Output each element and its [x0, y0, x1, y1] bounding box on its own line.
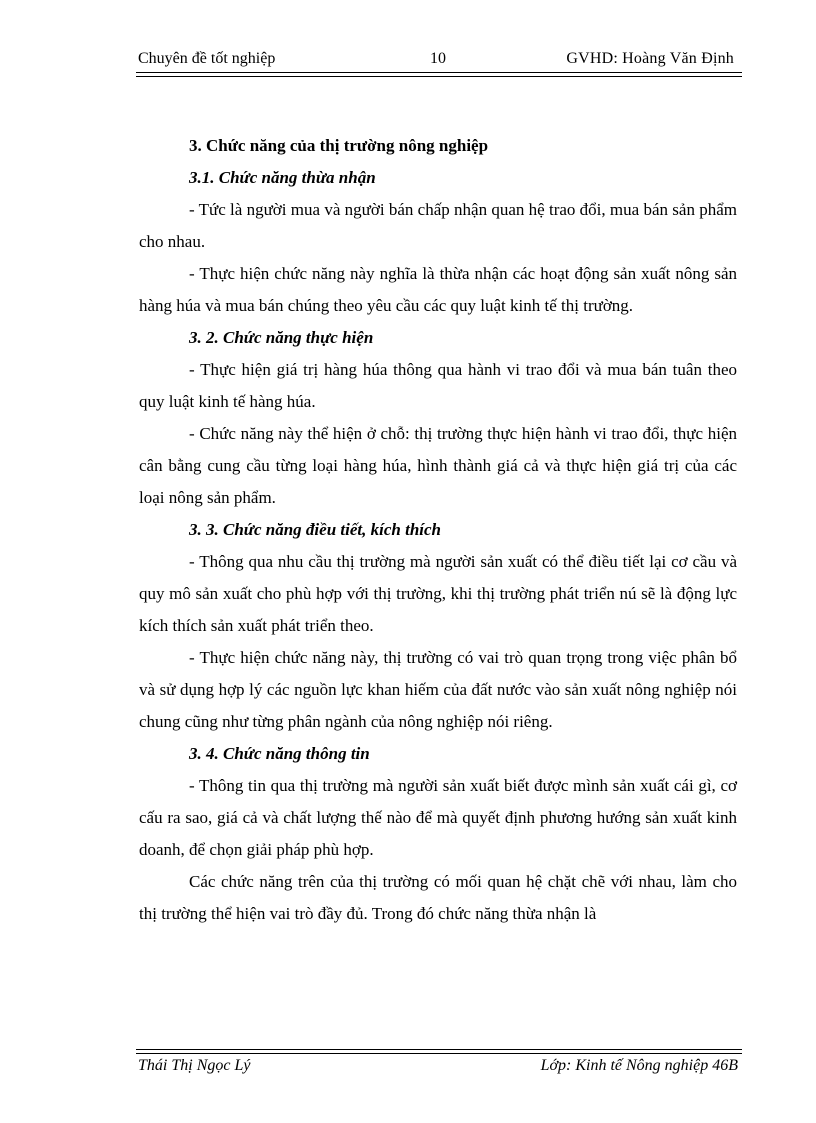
subsection-title-4: 3. 4. Chức năng thông tin: [189, 744, 370, 763]
subsection-title-1: 3.1. Chức năng thừa nhận: [189, 168, 376, 187]
header-supervisor: GVHD: Hoàng Văn Định: [566, 50, 734, 67]
footer-class: Lớp: Kinh tế Nông nghiệp 46B: [540, 1057, 738, 1074]
subsection-title-2: 3. 2. Chức năng thực hiện: [189, 328, 374, 347]
paragraph: - Thông tin qua thị trường mà người sản xuất biết được mình sản xuất cái gì, cơ cấu ra sao, giá cả và chất lượng thế nào để mà quyết định phương hướng sản xuất kinh doanh, để chọn giải pháp phù hợp.: [139, 776, 737, 859]
header-rule-thin: [136, 76, 742, 77]
closing-paragraph: Các chức năng trên của thị trường có mối quan hệ chặt chẽ với nhau, làm cho thị trường thể hiện vai trò đầy đủ. Trong đó chức năng thừa nhận là: [139, 872, 737, 923]
section-heading: 3. Chức năng của thị trường nông nghiệp: [189, 136, 489, 155]
paragraph: - Thực hiện giá trị hàng húa thông qua hành vi trao đổi và mua bán tuân theo quy luật kinh tế hàng húa.: [139, 360, 737, 411]
footer-rule-thick: [136, 1053, 742, 1054]
page-number: 10: [430, 50, 446, 67]
page-header: [138, 50, 740, 72]
paragraph: - Thực hiện chức năng này nghĩa là thừa nhận các hoạt động sản xuất nông sản hàng húa và mua bán chúng theo yêu cầu các quy luật kinh tế thị trường.: [139, 264, 737, 315]
header-rule-thick: [136, 72, 742, 73]
paragraph: - Thực hiện chức năng này, thị trường có vai trò quan trọng trong việc phân bổ và sử dụng hợp lý các nguồn lực khan hiếm của đất nước vào sản xuất nông nghiệp nói chung cũng như từng phân ngành của nông nghiệp nói riêng.: [139, 648, 737, 731]
header-document-type: Chuyên đề tốt nghiệp: [138, 50, 276, 67]
page-footer: [138, 1057, 740, 1079]
footer-rule-thin: [136, 1049, 742, 1050]
paragraph: - Tức là người mua và người bán chấp nhận quan hệ trao đổi, mua bán sản phẩm cho nhau.: [139, 200, 737, 251]
paragraph: - Thông qua nhu cầu thị trường mà người sản xuất có thể điều tiết lại cơ cầu và quy mô sản xuất cho phù hợp với thị trường, khi thị trường phát triển nú sẽ là động lực kích thích sản xuất phát triển theo.: [139, 552, 737, 635]
subsection-title-3: 3. 3. Chức năng điều tiết, kích thích: [189, 520, 441, 539]
document-body: [139, 130, 737, 930]
paragraph: - Chức năng này thể hiện ở chỗ: thị trường thực hiện hành vi trao đổi, thực hiện cân bằng cung cầu từng loại hàng húa, hình thành giá cả và thực hiện giá trị của các loại nông sản phẩm.: [139, 424, 737, 507]
footer-author: Thái Thị Ngọc Lý: [138, 1057, 251, 1074]
